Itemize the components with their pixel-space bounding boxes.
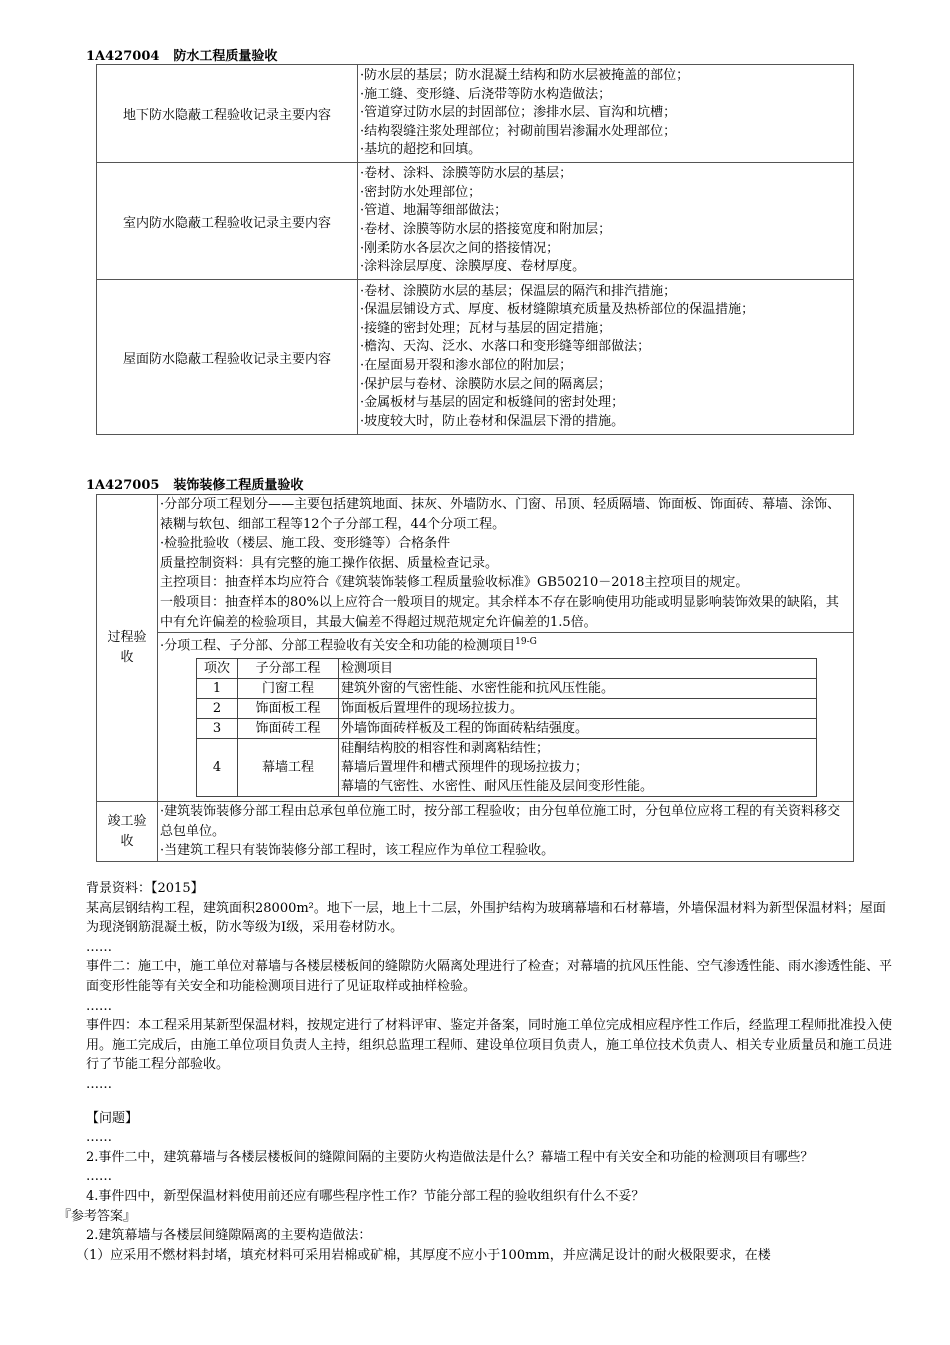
- header-cell: 检测项目: [339, 659, 817, 679]
- cell-sub: 饰面板工程: [238, 699, 339, 719]
- list-item: ·管道穿过防水层的封固部位；渗排水层、盲沟和坑槽；: [360, 105, 677, 121]
- section-code: 1A427004: [86, 49, 160, 64]
- cell-no: 2: [197, 699, 238, 719]
- cell-items: 饰面板后置埋件的现场拉拔力。: [339, 699, 817, 719]
- section-title: 防水工程质量验收: [173, 49, 278, 64]
- table-row: [97, 802, 854, 862]
- ellipsis: ……: [86, 939, 112, 955]
- process-category-label: 过程验收: [107, 630, 147, 666]
- decoration-acceptance-table: [96, 494, 854, 862]
- list-item: ·金属板材与基层的固定和板缝间的密封处理；: [360, 395, 625, 411]
- test-intro: [160, 633, 851, 656]
- list-item: ·密封防水处理部位；: [360, 184, 482, 200]
- paragraph: 质量控制资料：具有完整的施工操作依据、质量检查记录。: [160, 555, 499, 571]
- table-row: [97, 280, 854, 435]
- completion-body: [158, 802, 854, 862]
- table-row: [197, 679, 817, 699]
- test-items-body: [158, 633, 854, 802]
- spacer: [86, 1095, 896, 1109]
- row-category: 室内防水隐蔽工程验收记录主要内容: [97, 163, 358, 280]
- table-row: [97, 163, 854, 280]
- paragraph: 主控项目：抽查样本均应符合《建筑装饰装修工程质量验收标准》GB50210－2018主控项目的规定。: [160, 575, 749, 591]
- table-row: [197, 719, 817, 739]
- table-row: [197, 699, 817, 719]
- list-item: ·管道、地漏等细部做法；: [360, 203, 508, 219]
- table-row: [197, 739, 817, 797]
- paragraph: ·建筑装饰装修分部工程由总承包单位施工时，按分部工程验收；由分包单位施工时，分包单位应将工程的有关资料移交总包单位。: [160, 804, 841, 839]
- row-items: [358, 163, 854, 280]
- cell-items: 建筑外窗的气密性能、水密性能和抗风压性能。: [339, 679, 817, 699]
- list-item: ·卷材、涂膜防水层的基层；保温层的隔汽和排汽措施；: [360, 283, 677, 299]
- list-item: ·在屋面易开裂和渗水部位的附加层；: [360, 358, 573, 373]
- case-section: [58, 879, 896, 1265]
- list-item: ·防水层的基层；防水混凝土结构和防水层被掩盖的部位；: [360, 68, 690, 84]
- answer-two-heading: 2.建筑幕墙与各楼层间缝隙隔离的主要构造做法：: [86, 1228, 372, 1244]
- row-items: [358, 65, 854, 163]
- ellipsis: ……: [86, 1076, 112, 1092]
- cell-no: 4: [197, 739, 238, 797]
- section-heading-decoration: [86, 474, 303, 493]
- cell-sub: 幕墙工程: [238, 739, 339, 797]
- cell-sub: 门窗工程: [238, 679, 339, 699]
- section-heading-waterproof: [86, 45, 277, 64]
- cell-no: 1: [197, 679, 238, 699]
- list-item: ·坡度较大时，防止卷材和保温层下滑的措施。: [360, 413, 625, 429]
- table-row: [97, 495, 854, 633]
- cell-sub: 饰面砖工程: [238, 719, 339, 739]
- list-item: ·基坑的超挖和回填。: [360, 142, 482, 158]
- paragraph: ·分部分项工程划分——主要包括建筑地面、抹灰、外墙防水、门窗、吊顶、轻质隔墙、饰面板、饰面砖、幕墙、涂饰、裱糊与软包、细部工程等12个子分部工程，44个分项工程。: [160, 497, 841, 532]
- answer-label: 『参考答案』: [58, 1208, 137, 1224]
- table-row: [97, 633, 854, 802]
- table-row: [97, 65, 854, 163]
- header-cell: 项次: [197, 659, 238, 679]
- question-two: 2.事件二中，建筑幕墙与各楼层楼板间的缝隙间隔的主要防火构造做法是什么？幕墙工程中有关安全和功能的检测项目有哪些？: [86, 1149, 814, 1165]
- list-item: 幕墙的气密性、水密性、耐风压性能及层间变形性能。: [341, 779, 654, 795]
- list-item: ·施工缝、变形缝、后浇带等防水构造做法；: [360, 86, 612, 102]
- list-item: ·结构裂缝注浆处理部位；衬砌前围岩渗漏水处理部位；: [360, 123, 677, 139]
- answer-two-point-one: （1）应采用不燃材料封堵，填充材料可采用岩棉或矿棉，其厚度不应小于100mm，并应满足设计的耐火极限要求，在楼: [76, 1247, 771, 1263]
- list-item: 幕墙后置埋件和槽式预埋件的现场拉拔力；: [341, 760, 589, 776]
- event-two: 事件二：施工中，施工单位对幕墙与各楼层楼板间的缝隙防火隔离处理进行了检查；对幕墙的抗风压性能、空气渗透性能、雨水渗透性能、平面变形性能等有关安全和功能检测项目进行了见证取样或抽样检验。: [86, 959, 893, 994]
- table-header-row: [197, 659, 817, 679]
- list-item: ·保护层与卷材、涂膜防水层之间的隔离层；: [360, 376, 612, 392]
- list-item: 硅酮结构胶的相容性和剥离粘结性；: [341, 741, 550, 757]
- completion-category-label: 竣工验收: [107, 813, 147, 849]
- list-item: ·卷材、涂料、涂膜等防水层的基层；: [360, 166, 573, 182]
- paragraph: ·检验批验收（楼层、施工段、变形缝等）合格条件: [160, 536, 451, 552]
- list-item: ·保温层铺设方式、厚度、板材缝隙填充质量及热桥部位的保温措施；: [360, 302, 755, 318]
- row-items: [358, 280, 854, 435]
- ellipsis: ……: [86, 1169, 112, 1185]
- process-body: [158, 495, 854, 633]
- list-item: ·檐沟、天沟、泛水、水落口和变形缝等细部做法；: [360, 339, 651, 355]
- list-item: ·刚柔防水各层次之间的搭接情况；: [360, 240, 560, 256]
- cell-items: 外墙饰面砖样板及工程的饰面砖粘结强度。: [339, 719, 817, 739]
- completion-category: [97, 802, 158, 862]
- question-label: 【问题】: [86, 1110, 139, 1126]
- background-label: 背景资料：【2015】: [86, 881, 204, 896]
- section-title: 装饰装修工程质量验收: [173, 478, 304, 493]
- background-text: 某高层钢结构工程，建筑面积28000m²。地下一层，地上十二层，外围护结构为玻璃幕墙和石材幕墙，外墙保温材料为新型保温材料；屋面为现浇钢筋混凝土板，防水等级为Ⅰ级，采用卷材防水。: [86, 900, 886, 936]
- question-four: 4.事件四中，新型保温材料使用前还应有哪些程序性工作？节能分部工程的验收组织有什么不妥？: [86, 1188, 645, 1204]
- row-category: 屋面防水隐蔽工程验收记录主要内容: [97, 280, 358, 435]
- ellipsis: ……: [86, 998, 112, 1014]
- test-items-table: [196, 658, 817, 797]
- event-four: 事件四：本工程采用某新型保温材料，按规定进行了材料评审、鉴定并备案，同时施工单位完成相应程序性工作后，经监理工程师批准投入使用。施工完成后，由施工单位项目负责人主持，组织总监理工程师、建设单位项目负责人，施工单位技术负责人、相关专业质量员和施工员进行了节能工程分部验收。: [86, 1018, 893, 1073]
- ellipsis: ……: [86, 1130, 112, 1146]
- section-code: 1A427005: [86, 478, 160, 493]
- cell-no: 3: [197, 719, 238, 739]
- row-category: 地下防水隐蔽工程验收记录主要内容: [97, 65, 358, 163]
- waterproof-acceptance-table: [96, 64, 854, 435]
- paragraph: 一般项目：抽查样本的80%以上应符合一般项目的规定。其余样本不存在影响使用功能或明显影响装饰效果的缺陷，其中有允许偏差的检验项目，其最大偏差不得超过规范规定允许偏差的1.5倍。: [160, 594, 839, 630]
- test-intro-text: ·分项工程、子分部、分部工程验收有关安全和功能的检测项目: [160, 638, 516, 654]
- paragraph: ·当建筑工程只有装饰装修分部工程时，该工程应作为单位工程验收。: [160, 843, 555, 859]
- list-item: ·涂料涂层厚度、涂膜厚度、卷材厚度。: [360, 259, 586, 275]
- list-item: ·接缝的密封处理；瓦材与基层的固定措施；: [360, 320, 612, 336]
- header-cell: 子分部工程: [238, 659, 339, 679]
- footnote-mark: 19-G: [515, 637, 537, 648]
- cell-items: [339, 739, 817, 797]
- process-category: [97, 495, 158, 802]
- list-item: ·卷材、涂膜等防水层的搭接宽度和附加层；: [360, 222, 612, 237]
